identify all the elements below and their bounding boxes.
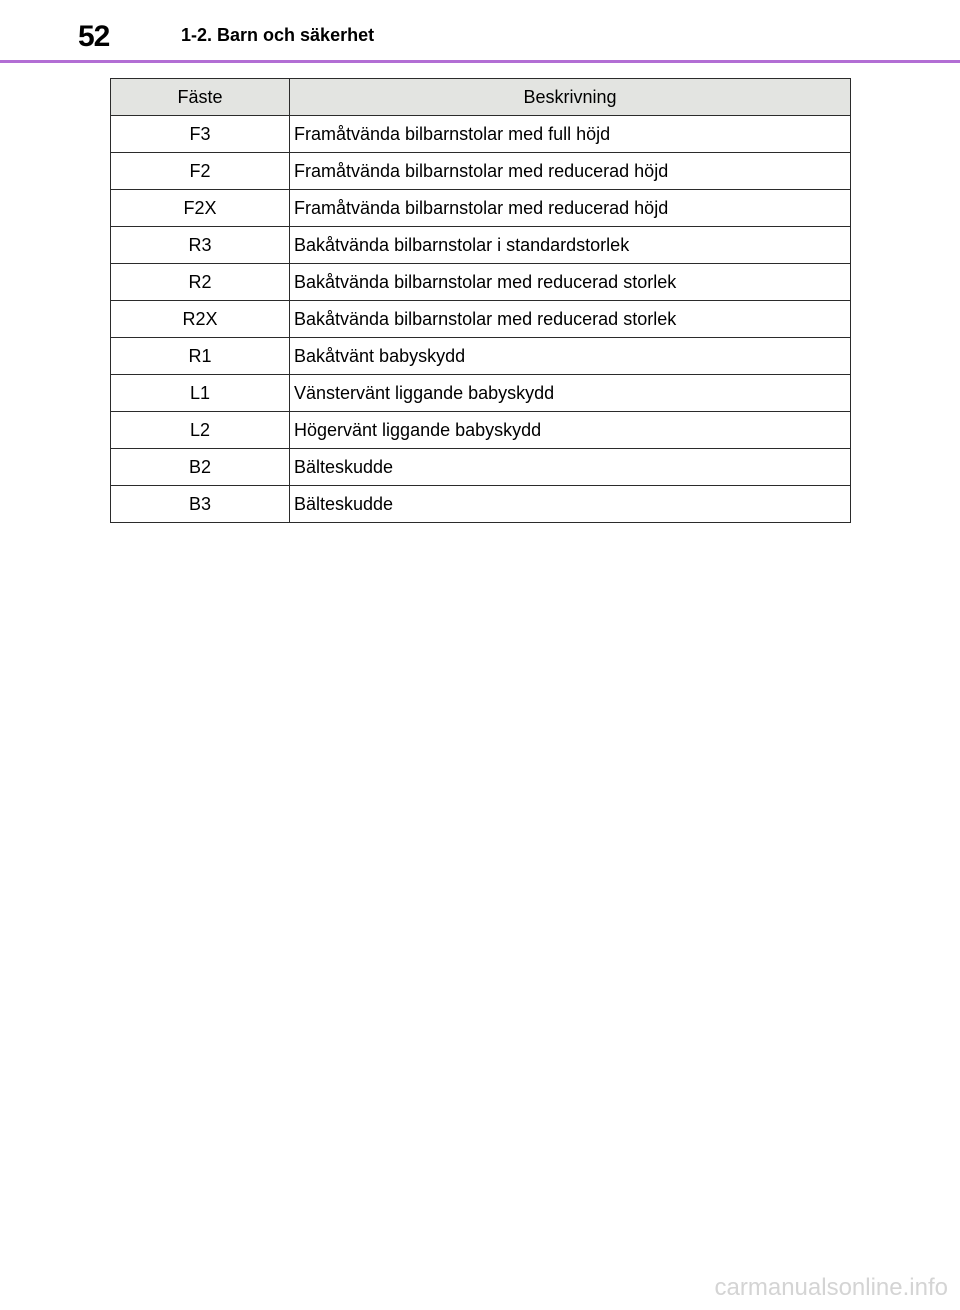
- watermark: carmanualsonline.info: [714, 1274, 948, 1301]
- attachment-code: R1: [111, 338, 290, 375]
- table-row: [111, 301, 851, 338]
- column-header-attachment: Fäste: [111, 79, 290, 116]
- attachment-code: F2X: [111, 190, 290, 227]
- attachment-description: Bälteskudde: [290, 449, 851, 486]
- header-divider: [0, 60, 960, 63]
- attachment-code: R2: [111, 264, 290, 301]
- page-header: [0, 0, 960, 64]
- attachment-code: L1: [111, 375, 290, 412]
- table-row: [111, 449, 851, 486]
- attachment-code: F2: [111, 153, 290, 190]
- attachment-table: [110, 78, 851, 523]
- attachment-description: Framåtvända bilbarnstolar med reducerad höjd: [290, 190, 851, 227]
- section-title: 1-2. Barn och säkerhet: [181, 25, 375, 45]
- table-row: [111, 375, 851, 412]
- table-header-row: [111, 79, 851, 116]
- attachment-description: Vänstervänt liggande babyskydd: [290, 375, 851, 412]
- attachment-code: B3: [111, 486, 290, 523]
- attachment-code: L2: [111, 412, 290, 449]
- table-row: [111, 153, 851, 190]
- attachment-code: R2X: [111, 301, 290, 338]
- table-row: [111, 338, 851, 375]
- attachment-description: Framåtvända bilbarnstolar med reducerad höjd: [290, 153, 851, 190]
- table-row: [111, 116, 851, 153]
- attachment-description: Framåtvända bilbarnstolar med full höjd: [290, 116, 851, 153]
- column-header-description: Beskrivning: [290, 79, 851, 116]
- attachment-description: Bakåtvända bilbarnstolar i standardstorlek: [290, 227, 851, 264]
- attachment-description: Högervänt liggande babyskydd: [290, 412, 851, 449]
- attachment-table-container: [110, 78, 850, 523]
- attachment-code: F3: [111, 116, 290, 153]
- table-row: [111, 412, 851, 449]
- attachment-description: Bälteskudde: [290, 486, 851, 523]
- attachment-code: R3: [111, 227, 290, 264]
- table-row: [111, 486, 851, 523]
- table-row: [111, 227, 851, 264]
- attachment-code: B2: [111, 449, 290, 486]
- table-row: [111, 264, 851, 301]
- attachment-description: Bakåtvända bilbarnstolar med reducerad storlek: [290, 301, 851, 338]
- attachment-description: Bakåtvänt babyskydd: [290, 338, 851, 375]
- attachment-description: Bakåtvända bilbarnstolar med reducerad storlek: [290, 264, 851, 301]
- page-number: 52: [78, 20, 110, 53]
- table-row: [111, 190, 851, 227]
